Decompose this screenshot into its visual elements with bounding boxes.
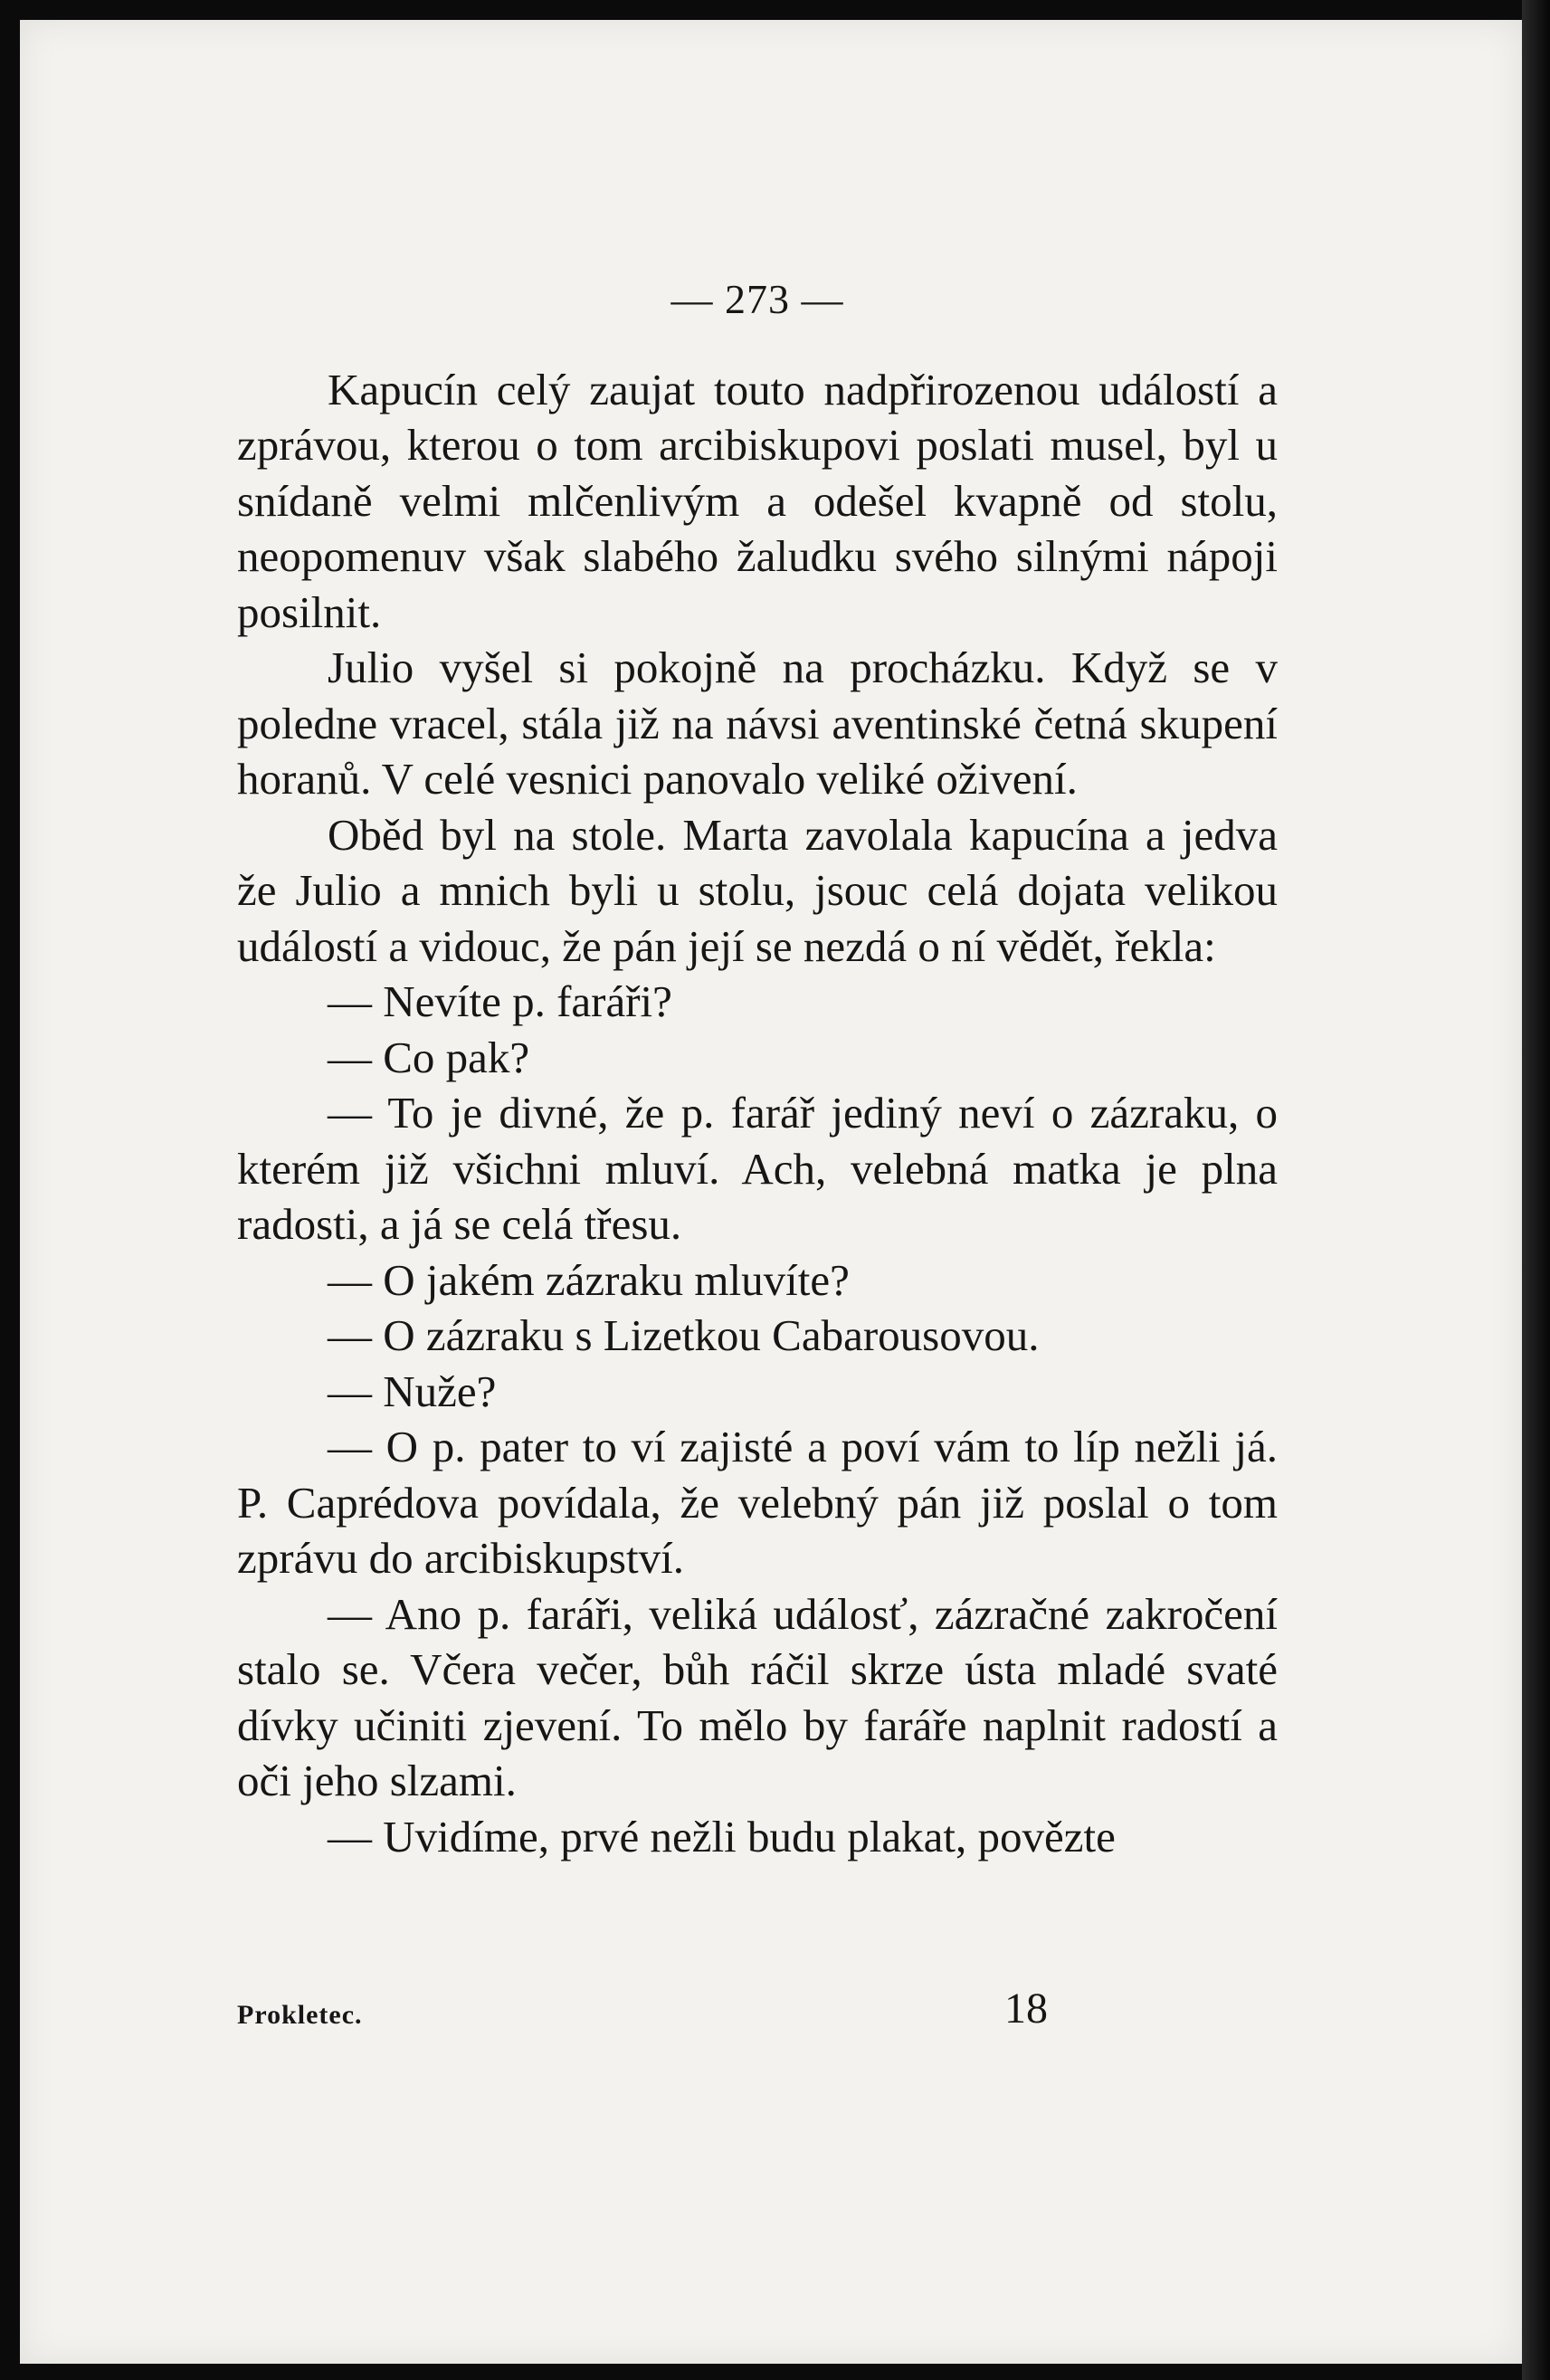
dialogue-line: — Co pak? [328, 1032, 530, 1082]
sheet-number: 18 [1004, 1985, 1048, 2033]
paragraph: Julio vyšel si pokojně na procházku. Když se v poledne vracel, stála již na návsi aventinské četná skupení horanů. V celé vesnici panovalo veliké oživení. [237, 643, 1278, 804]
page-text [237, 271, 1278, 1864]
dialogue-line: — O p. pater to ví zajisté a poví vám to líp nežli já. P. Caprédova povídala, že velebný pán již poslal o tom zprávu do arcibiskupství. [237, 1422, 1278, 1583]
page-edge-shadow [1522, 0, 1550, 2380]
signature-mark: Prokletec. [237, 2000, 363, 2030]
dialogue-line: — To je divné, že p. farář jediný neví o zázraku, o kterém již všichni mluví. Ach, velebná matka je plna radosti, a já se celá třesu. [237, 1088, 1278, 1249]
dialogue-line: — Uvidíme, prvé nežli budu plakat, povězte [328, 1811, 1116, 1861]
dialogue-line: — Ano p. faráři, veliká událosť, zázračné zakročení stalo se. Včera večer, bůh ráčil skrze ústa mladé svaté dívky učiniti zjevení. To mělo by faráře naplnit radostí a oči jeho slzami. [237, 1588, 1278, 1805]
dialogue-line: — Nevíte p. faráři? [328, 976, 672, 1026]
paragraph: Kapucín celý zaujat touto nadpřirozenou událostí a zprávou, kterou o tom arcibiskupovi poslati musel, byl u snídaně velmi mlčenlivým a odešel kvapně od stolu, neopomenuv však slabého žaludku svého silnými nápoji posilnit. [237, 364, 1278, 637]
dialogue-line: — O jakém zázraku mluvíte? [328, 1254, 850, 1305]
dialogue-line: — O zázraku s Lizetkou Cabarousovou. [328, 1310, 1040, 1360]
page-number-header: — 273 — [670, 276, 844, 322]
dialogue-line: — Nuže? [328, 1366, 497, 1416]
page-footer [237, 1984, 1278, 2047]
paragraph: Oběd byl na stole. Marta zavolala kapucína a jedva že Julio a mnich byli u stolu, jsouc celá dojata velikou událostí a vidouc, že pán její se nezdá o ní vědět, řekla: [237, 809, 1278, 971]
